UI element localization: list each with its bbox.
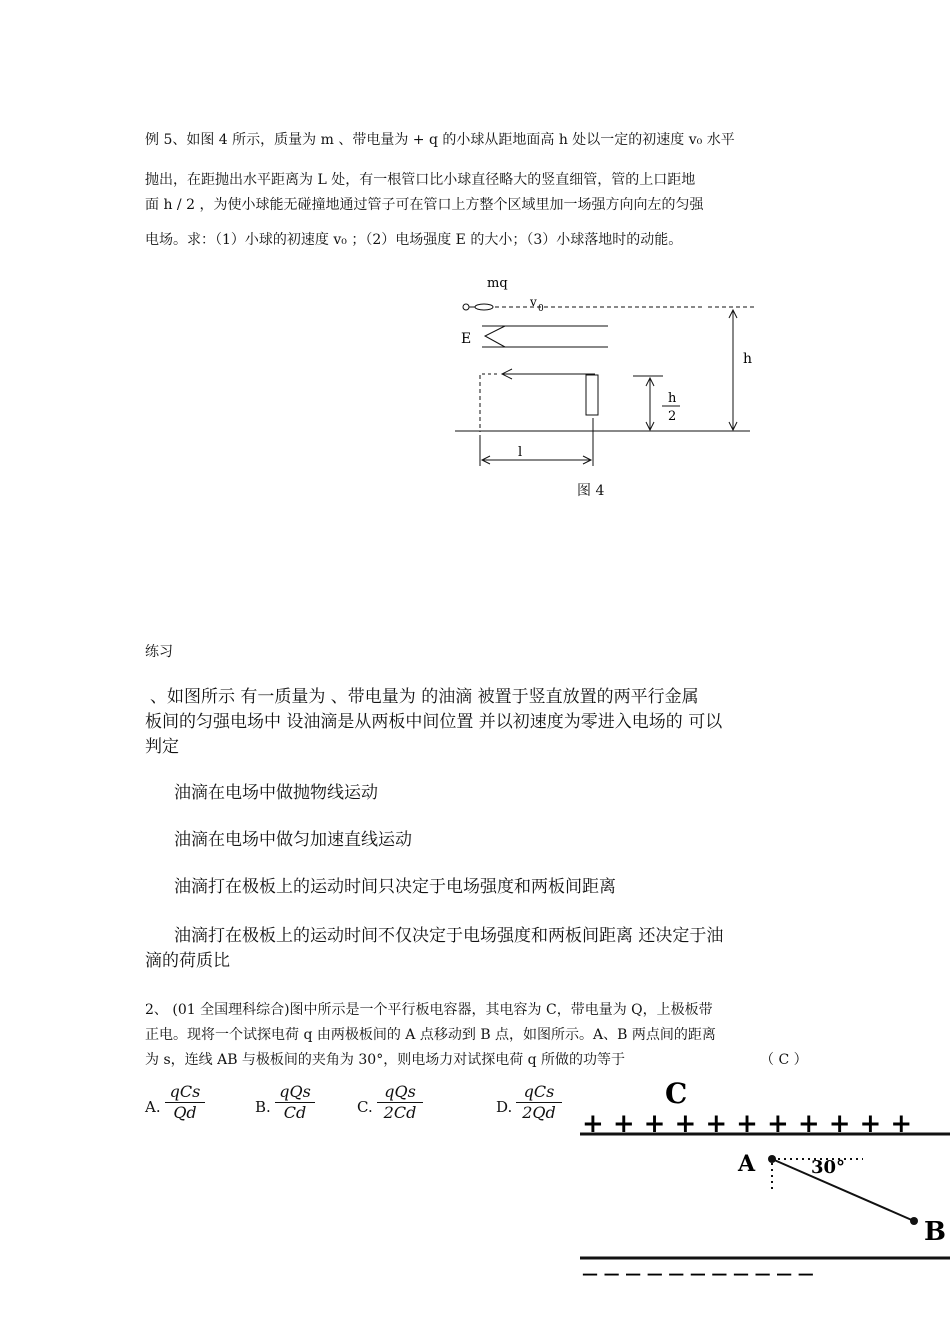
q1-option-3: 油滴打在极板上的运动时间只决定于电场强度和两板间距离 <box>174 877 616 897</box>
tube <box>586 375 598 415</box>
example5-line3: 面 h / 2 ，为使小球能无碰撞地通过管子可在管口上方整个区域里加一场强方向向左的匀强 <box>145 197 704 213</box>
option-a-num: qCs <box>165 1082 205 1103</box>
option-a-fraction <box>165 1082 205 1123</box>
label-l: l <box>518 445 523 460</box>
option-a-den: Qd <box>173 1103 197 1122</box>
capacitor-diagram <box>578 1075 950 1285</box>
label-h-half-den: 2 <box>668 409 677 424</box>
label-C: C <box>665 1077 688 1110</box>
field-arrow-icon <box>485 326 505 347</box>
option-d-num: qCs <box>516 1082 562 1103</box>
q2-answer: （ C ） <box>760 1052 808 1068</box>
option-c-fraction <box>377 1082 423 1123</box>
q2-line1: 2、 (01 全国理科综合)图中所示是一个平行板电容器，其电容为 C，带电量为 Q，上极板带 <box>145 1002 713 1018</box>
q1-option-4-line1: 油滴打在极板上的运动时间不仅决定于电场强度和两板间距离 还决定于油 <box>174 926 724 946</box>
example5-line4: 电场。求：（1）小球的初速度 v₀ ；（2）电场强度 E 的大小；（3）小球落地时的动能。 <box>145 232 683 248</box>
figure-4-diagram <box>450 270 770 510</box>
practice-heading: 练习 <box>145 644 173 660</box>
label-h-half-num: h <box>668 391 677 406</box>
point-B <box>910 1217 918 1225</box>
example5-line1: 例 5、如图 4 所示，质量为 m 、带电量为 + q 的小球从距地面高 h 处以一定的初速度 v₀ 水平 <box>145 132 735 148</box>
option-a-label: A. <box>145 1098 161 1116</box>
label-mq: mq <box>487 276 508 291</box>
option-c-den: 2Cd <box>383 1103 417 1122</box>
q2-line3: 为 s，连线 AB 与极板间的夹角为 30°，则电场力对试探电荷 q 所做的功等于 <box>145 1052 626 1068</box>
option-b-num: qQs <box>275 1082 315 1103</box>
label-angle: 30° <box>811 1157 846 1178</box>
plus-signs: + + + + + + + + + + + <box>582 1109 913 1139</box>
option-c-num: qQs <box>377 1082 423 1103</box>
q1-option-2: 油滴在电场中做匀加速直线运动 <box>174 830 412 850</box>
ball-icon <box>463 304 469 310</box>
ball-ellipse <box>475 304 493 310</box>
option-b-label: B. <box>255 1098 271 1116</box>
label-v0-sub: 0 <box>538 304 544 314</box>
q1-option-1: 油滴在电场中做抛物线运动 <box>174 783 378 803</box>
q1-line3: 判定 <box>145 737 179 757</box>
option-c-label: C. <box>357 1098 373 1116</box>
option-d-label: D. <box>496 1098 513 1116</box>
option-b-den: Cd <box>283 1103 307 1122</box>
label-h: h <box>743 351 753 367</box>
q2-line2: 正电。现将一个试探电荷 q 由两极板间的 A 点移动到 B 点，如图所示。A、B 两点间的距离 <box>145 1027 716 1043</box>
option-d-den: 2Qd <box>522 1103 556 1122</box>
label-E: E <box>461 331 472 347</box>
q1-option-4-line2: 滴的荷质比 <box>145 951 230 971</box>
example5-line2: 抛出，在距抛出水平距离为 L 处，有一根管口比小球直径略大的竖直细管，管的上口距地 <box>145 172 696 188</box>
label-B: B <box>924 1217 946 1247</box>
label-v0: v <box>530 295 537 309</box>
minus-signs: — — — — — — — — — — — <box>582 1264 814 1283</box>
q1-line1: 、如图所示 有一质量为 、带电量为 的油滴 被置于竖直放置的两平行金属 <box>150 687 699 707</box>
option-b-fraction <box>275 1082 315 1123</box>
label-A: A <box>738 1151 756 1177</box>
q1-line2: 板间的匀强电场中 设油滴是从两板中间位置 并以初速度为零进入电场的 可以 <box>145 712 723 732</box>
option-d-fraction <box>516 1082 562 1123</box>
figure-caption: 图 4 <box>577 483 605 499</box>
